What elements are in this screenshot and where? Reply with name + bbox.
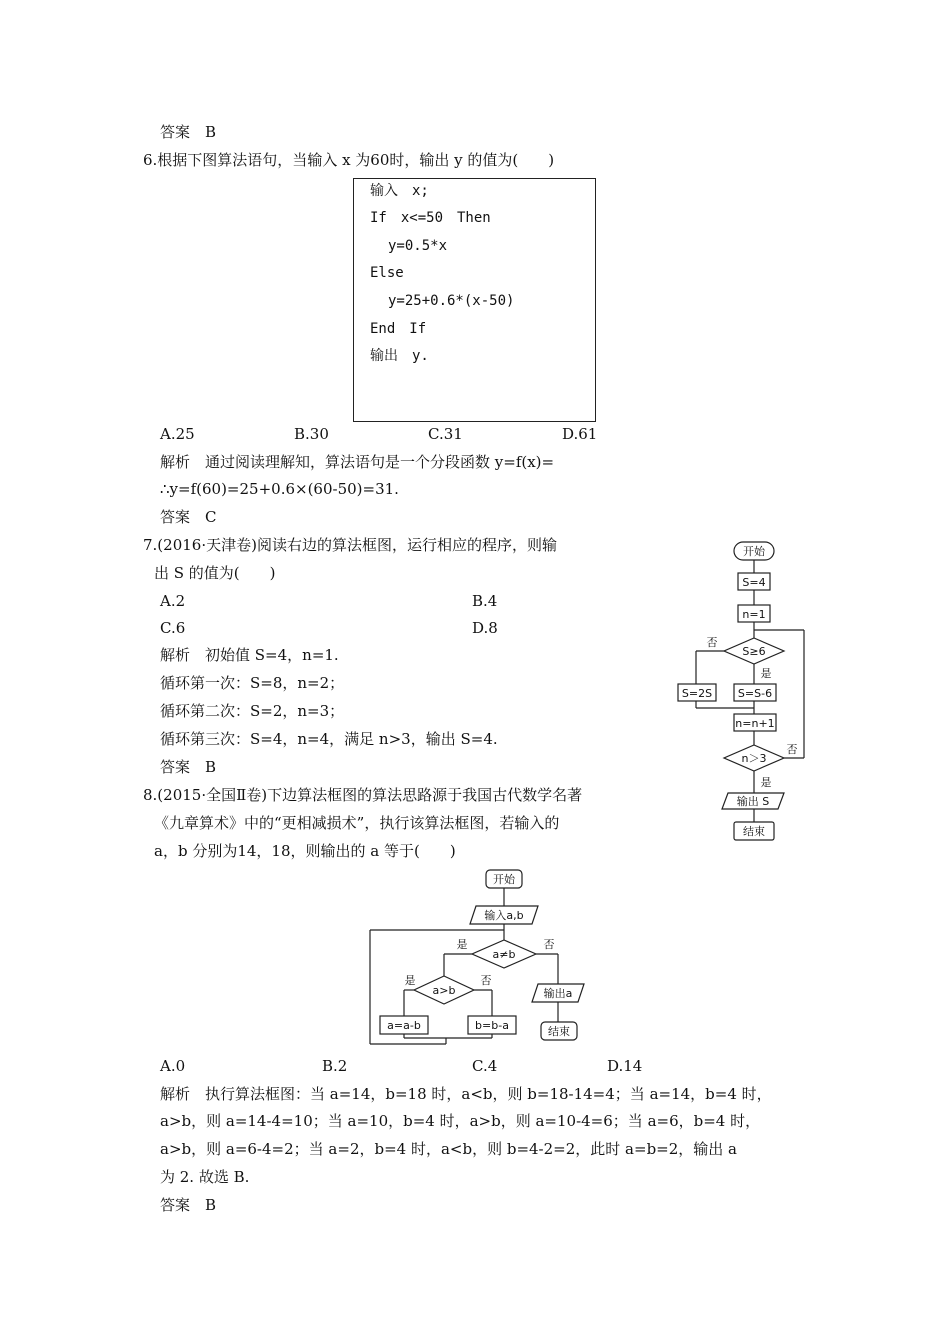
code-line-1: 输入 x; <box>370 183 429 199</box>
q7-stem-2: 出 S 的值为( ) <box>154 564 276 582</box>
q7-option-a: A.2 <box>160 592 186 610</box>
q8-analysis-3: a>b，则 a=6-4=2；当 a=2，b=4 时，a<b，则 b=4-2=2，此时 a=b=2，输出 a <box>160 1140 737 1158</box>
flow7-cond2: n＞3 <box>741 752 767 765</box>
flow7-no-1: 否 <box>706 636 718 649</box>
q7-flowchart <box>670 538 820 848</box>
flow8-start: 开始 <box>493 873 515 886</box>
q8-stem-3: a，b 分别为14，18，则输出的 a 等于( ) <box>154 842 456 860</box>
code-line-3: y=0.5*x <box>388 238 448 254</box>
q6-option-a: A.25 <box>160 425 195 443</box>
q7-analysis-2: 循环第一次：S=8，n=2； <box>160 674 345 692</box>
q8-option-a: A.0 <box>160 1057 186 1075</box>
q7-option-d: D.8 <box>472 619 498 637</box>
flow8-yes-1: 是 <box>456 938 468 951</box>
code-line-6: End If <box>370 321 427 337</box>
q7-answer: 答案 B <box>160 758 217 776</box>
q8-analysis-2: a>b，则 a=14-4=10；当 a=10，b=4 时，a>b，则 a=10-4=6；当 a=6，b=4 时， <box>160 1112 761 1130</box>
q7-analysis-1: 解析 初始值 S=4，n=1. <box>160 646 339 664</box>
code-line-7: 输出 y. <box>370 348 429 364</box>
flow8-cond1: a≠b <box>492 948 516 961</box>
flow8-no-2: 否 <box>480 974 492 987</box>
q6-stem: 6.根据下图算法语句，当输入 x 为60时，输出 y 的值为( ) <box>143 151 555 169</box>
flow7-init-s: S=4 <box>742 576 766 589</box>
q7-analysis-4: 循环第三次：S=4，n=4，满足 n>3，输出 S=4. <box>160 730 498 748</box>
q6-code-box <box>353 178 596 422</box>
q8-stem-1: 8.(2015·全国Ⅱ卷)下边算法框图的算法思路源于我国古代数学名著 <box>143 786 583 804</box>
q8-option-d: D.14 <box>607 1057 643 1075</box>
q6-option-c: C.31 <box>428 425 463 443</box>
flow7-init-n: n=1 <box>742 608 766 621</box>
q6-analysis-1: 解析 通过阅读理解知，算法语句是一个分段函数 y=f(x)= <box>160 453 555 471</box>
flow7-inc: n=n+1 <box>735 717 775 730</box>
code-line-5: y=25+0.6*(x-50) <box>388 293 515 309</box>
q8-option-b: B.2 <box>322 1057 348 1075</box>
q6-analysis-2: ∴y=f(60)=25+0.6×(60-50)=31. <box>160 480 399 498</box>
flow8-right-box: b=b-a <box>475 1019 509 1032</box>
flow8-output: 输出a <box>543 987 573 1000</box>
q7-option-c: C.6 <box>160 619 186 637</box>
q8-answer: 答案 B <box>160 1196 217 1214</box>
flow8-left-box: a=a-b <box>387 1019 421 1032</box>
q8-analysis-1: 解析 执行算法框图：当 a=14，b=18 时，a<b，则 b=18-14=4；当 a=14，b=4 时， <box>160 1085 772 1103</box>
flow7-no-2: 否 <box>786 743 798 756</box>
flow8-no-1: 否 <box>543 938 555 951</box>
code-line-2: If x<=50 Then <box>370 210 491 226</box>
q8-option-c: C.4 <box>472 1057 498 1075</box>
flow8-cond2: a>b <box>432 984 456 997</box>
flow8-end: 结束 <box>548 1025 570 1038</box>
code-line-4: Else <box>370 265 404 281</box>
flow7-end: 结束 <box>743 825 765 838</box>
q6-option-d: D.61 <box>562 425 598 443</box>
q8-flowchart <box>366 866 596 1052</box>
q7-analysis-3: 循环第二次：S=2，n=3； <box>160 702 345 720</box>
q6-answer: 答案 C <box>160 508 217 526</box>
q7-stem-1: 7.(2016·天津卷)阅读右边的算法框图，运行相应的程序，则输 <box>143 536 557 554</box>
flow7-right-box: S=S-6 <box>737 687 773 700</box>
flow7-output: 输出 S <box>736 795 770 808</box>
q5-answer: 答案 B <box>160 123 217 141</box>
flow7-left-box: S=2S <box>681 687 713 700</box>
flow7-yes-1: 是 <box>760 667 772 680</box>
flow8-yes-2: 是 <box>404 974 416 987</box>
flow7-yes-2: 是 <box>760 776 772 789</box>
flow7-cond1: S≥6 <box>742 645 766 658</box>
flow8-input: 输入a,b <box>484 909 524 922</box>
q6-option-b: B.30 <box>294 425 329 443</box>
q7-option-b: B.4 <box>472 592 498 610</box>
q8-analysis-4: 为 2. 故选 B. <box>160 1168 250 1186</box>
q8-stem-2: 《九章算术》中的“更相减损术”，执行该算法框图，若输入的 <box>154 814 560 832</box>
flow7-start: 开始 <box>743 545 765 558</box>
